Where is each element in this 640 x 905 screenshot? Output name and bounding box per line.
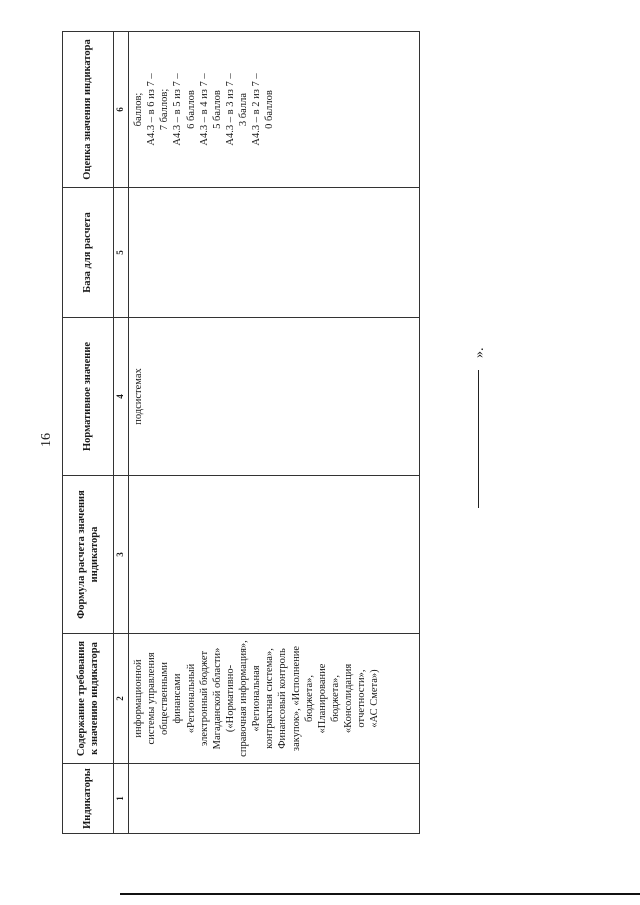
requirement-line: электронный бюджет <box>198 650 210 747</box>
cell-requirement <box>129 634 420 764</box>
cell-normative: подсистемах <box>129 318 420 476</box>
assessment-line: А4.3 – в 3 из 7 – <box>224 73 236 146</box>
column-number-row <box>114 32 129 834</box>
assessment-line: А4.3 – в 4 из 7 – <box>198 73 210 146</box>
assessment-line: баллов; <box>133 92 144 127</box>
assessment-line: 6 баллов <box>185 90 197 129</box>
requirement-line: «Консолидация <box>343 663 354 734</box>
column-number: 3 <box>114 476 129 634</box>
requirement-line: («Нормативно- <box>224 664 236 733</box>
requirement-line: Магаданской области» <box>211 647 223 750</box>
indicator-table <box>62 32 420 834</box>
page-number: 16 <box>39 433 54 447</box>
requirement-line: закупок», «Исполнение <box>290 645 302 752</box>
requirement-line: контрактная система», <box>264 648 276 749</box>
requirement-line: информационной <box>133 659 144 738</box>
assessment-line: А4.3 – в 2 из 7 – <box>251 73 263 146</box>
assessment-line: А4.3 – в 6 из 7 – <box>146 73 158 146</box>
column-number: 5 <box>114 188 129 318</box>
column-number: 1 <box>114 764 129 834</box>
header-assessment: Оценка значения индикатора <box>63 32 114 188</box>
cell-formula <box>129 476 420 634</box>
requirement-line: «Региональный <box>185 663 197 734</box>
requirement-line: отчетности», <box>356 669 368 728</box>
header-base: База для расчета <box>63 188 114 318</box>
requirement-line: общественными <box>159 662 171 735</box>
assessment-line: 5 баллов <box>211 90 223 129</box>
cell-base <box>129 188 420 318</box>
header-normative: Нормативное значение <box>63 318 114 476</box>
requirement-line: «Региональная <box>251 665 263 732</box>
cell-assessment <box>129 32 420 188</box>
signature-rule <box>478 370 479 508</box>
column-number: 6 <box>114 32 129 188</box>
requirement-line: финансами <box>172 673 184 724</box>
table-row <box>129 32 420 834</box>
requirement-line: «АС Смета») <box>369 669 381 728</box>
requirement-line: «Планирование <box>316 663 328 734</box>
assessment-line: 7 баллов; <box>159 88 171 131</box>
cell-indicator <box>129 764 420 834</box>
header-indicators: Индикаторы <box>63 764 114 834</box>
assessment-line: 3 балла <box>238 92 249 127</box>
column-number: 2 <box>114 634 129 764</box>
header-row <box>63 32 114 834</box>
assessment-line: 0 баллов <box>264 90 276 129</box>
requirement-line: справочная информация», <box>238 640 249 757</box>
requirement-line: Финансовый контроль <box>277 648 289 749</box>
header-formula: Формула расчета значения индикатора <box>63 476 114 634</box>
requirement-line: бюджета», <box>329 674 341 723</box>
closing-quote: ». <box>472 347 487 358</box>
column-number: 4 <box>114 318 129 476</box>
assessment-line: А4.3 – в 5 из 7 – <box>172 73 184 146</box>
header-requirement: Содержание требования к значению индикатора <box>63 634 114 764</box>
bottom-divider <box>120 893 640 895</box>
requirement-line: системы управления <box>146 652 158 745</box>
requirement-line: бюджета», <box>303 674 315 723</box>
